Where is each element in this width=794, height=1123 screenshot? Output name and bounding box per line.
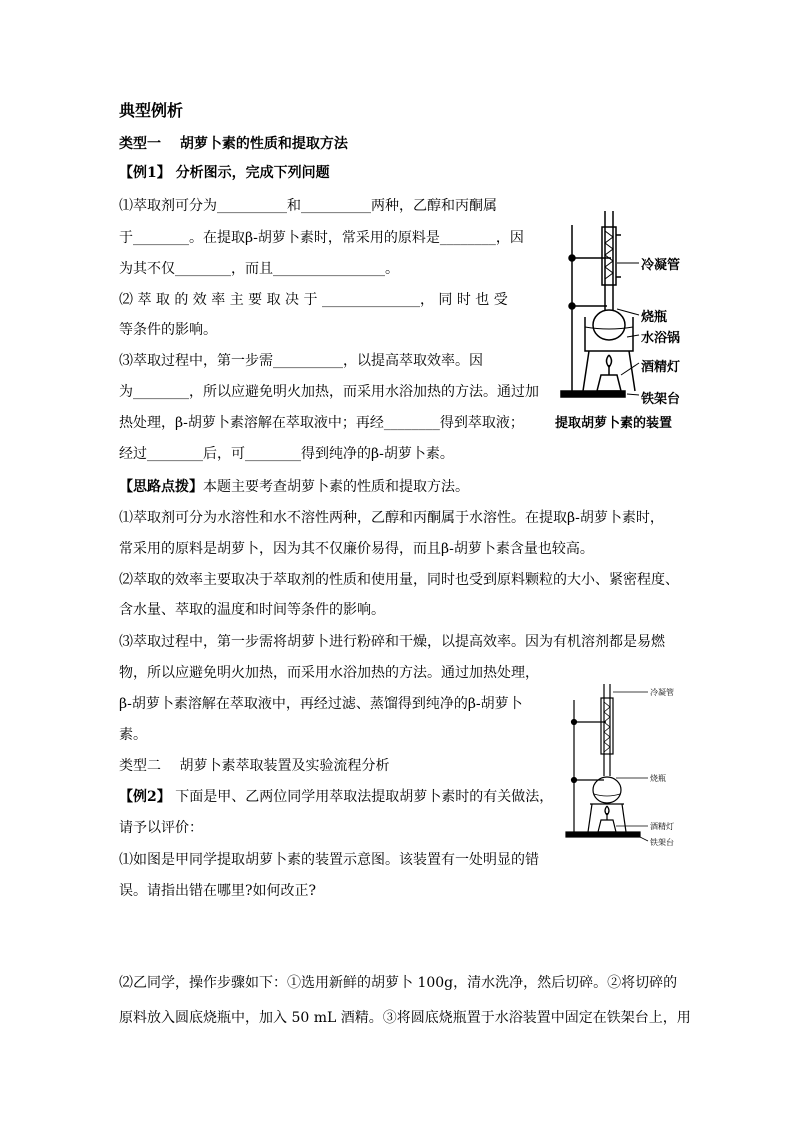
label-water-bath: 水浴锅 bbox=[641, 331, 681, 346]
analysis-line: β-胡萝卜素溶解在萃取液中，再经过滤、蒸馏得到纯净的β-胡萝卜 bbox=[119, 696, 523, 712]
label-alcohol-lamp: 酒精灯 bbox=[650, 822, 674, 831]
section-title: 典型例析 bbox=[119, 101, 184, 120]
example2-line: ⑵乙同学，操作步骤如下：①选用新鲜的胡萝卜 100g，清水洗净，然后切碎。②将切碎的 bbox=[119, 975, 678, 991]
label-flask: 烧瓶 bbox=[641, 310, 668, 325]
example2-title bbox=[119, 789, 553, 805]
example1-line: 为________，所以应避免明火加热，而采用水浴加热的方法。通过加 bbox=[119, 384, 539, 400]
type2-heading: 类型二 胡萝卜素萃取装置及实验流程分析 bbox=[119, 758, 390, 774]
example2-line: ⑴如图是甲同学提取胡萝卜素的装置示意图。该装置有一处明显的错 bbox=[119, 852, 539, 868]
example2-line: 请予以评价： bbox=[119, 820, 203, 836]
figure1-caption: 提取胡萝卜素的装置 bbox=[555, 416, 673, 431]
example1-line: 等条件的影响。 bbox=[119, 322, 217, 338]
example1-line: ⑶萃取过程中，第一步需__________，以提高萃取效率。因 bbox=[119, 353, 483, 369]
label-condenser: 冷凝管 bbox=[650, 688, 674, 697]
analysis-line: 素。 bbox=[119, 727, 147, 743]
analysis-line: ⑴萃取剂可分为水溶性和水不溶性两种，乙醇和丙酮属于水溶性。在提取β-胡萝卜素时， bbox=[119, 510, 664, 526]
apparatus-drawing bbox=[555, 205, 715, 430]
analysis-intro-text: 本题主要考查胡萝卜素的性质和提取方法。 bbox=[203, 479, 469, 495]
analysis-intro bbox=[119, 479, 469, 495]
label-alcohol-lamp: 酒精灯 bbox=[641, 360, 681, 375]
label-iron-stand: 铁架台 bbox=[650, 838, 674, 847]
student-apparatus-figure bbox=[562, 680, 692, 850]
extraction-apparatus-figure bbox=[555, 205, 715, 430]
example2-line: 误。请指出错在哪里?如何改正? bbox=[119, 883, 317, 899]
example1-line: 热处理，β-胡萝卜素溶解在萃取液中；再经________得到萃取液； bbox=[119, 415, 524, 431]
example1-line: ⑵ 萃 取 的 效 率 主 要 取 决 于 ______________， 同 时 也 受 bbox=[119, 292, 508, 308]
example2-head: 【例2】 bbox=[119, 789, 171, 805]
example2-title-text: 下面是甲、乙两位同学用萃取法提取胡萝卜素时的有关做法， bbox=[170, 789, 554, 805]
example1-line: ⑴萃取剂可分为__________和__________两种，乙醇和丙酮属 bbox=[119, 198, 497, 214]
example1-line: 于________。在提取β-胡萝卜素时，常采用的原料是________，因 bbox=[119, 230, 524, 246]
analysis-line: 含水量、萃取的温度和时间等条件的影响。 bbox=[119, 602, 385, 618]
analysis-line: 物，所以应避免明火加热，而采用水浴加热的方法。通过加热处理， bbox=[119, 665, 539, 681]
type1-heading: 类型一 胡萝卜素的性质和提取方法 bbox=[119, 136, 348, 152]
analysis-line: ⑵萃取的效率主要取决于萃取剂的性质和使用量，同时也受到原料颗粒的大小、紧密程度、 bbox=[119, 572, 679, 588]
analysis-line: ⑶萃取过程中，第一步需将胡萝卜进行粉碎和干燥，以提高效率。因为有机溶剂都是易燃 bbox=[119, 634, 665, 650]
label-flask: 烧瓶 bbox=[650, 774, 666, 783]
analysis-head: 【思路点拨】 bbox=[119, 479, 203, 495]
example2-line: 原料放入圆底烧瓶中，加入 50 mL 酒精。③将圆底烧瓶置于水浴装置中固定在铁架台上，用 bbox=[119, 1010, 691, 1026]
label-iron-stand: 铁架台 bbox=[641, 392, 681, 407]
analysis-line: 常采用的原料是胡萝卜，因为其不仅廉价易得，而且β-胡萝卜素含量也较高。 bbox=[119, 541, 594, 557]
example1-title: 【例1】 分析图示，完成下列问题 bbox=[119, 165, 330, 181]
example1-line: 为其不仅________，而且________________。 bbox=[119, 261, 399, 277]
example1-line: 经过________后，可________得到纯净的β-胡萝卜素。 bbox=[119, 446, 454, 462]
label-condenser: 冷凝管 bbox=[641, 258, 681, 273]
